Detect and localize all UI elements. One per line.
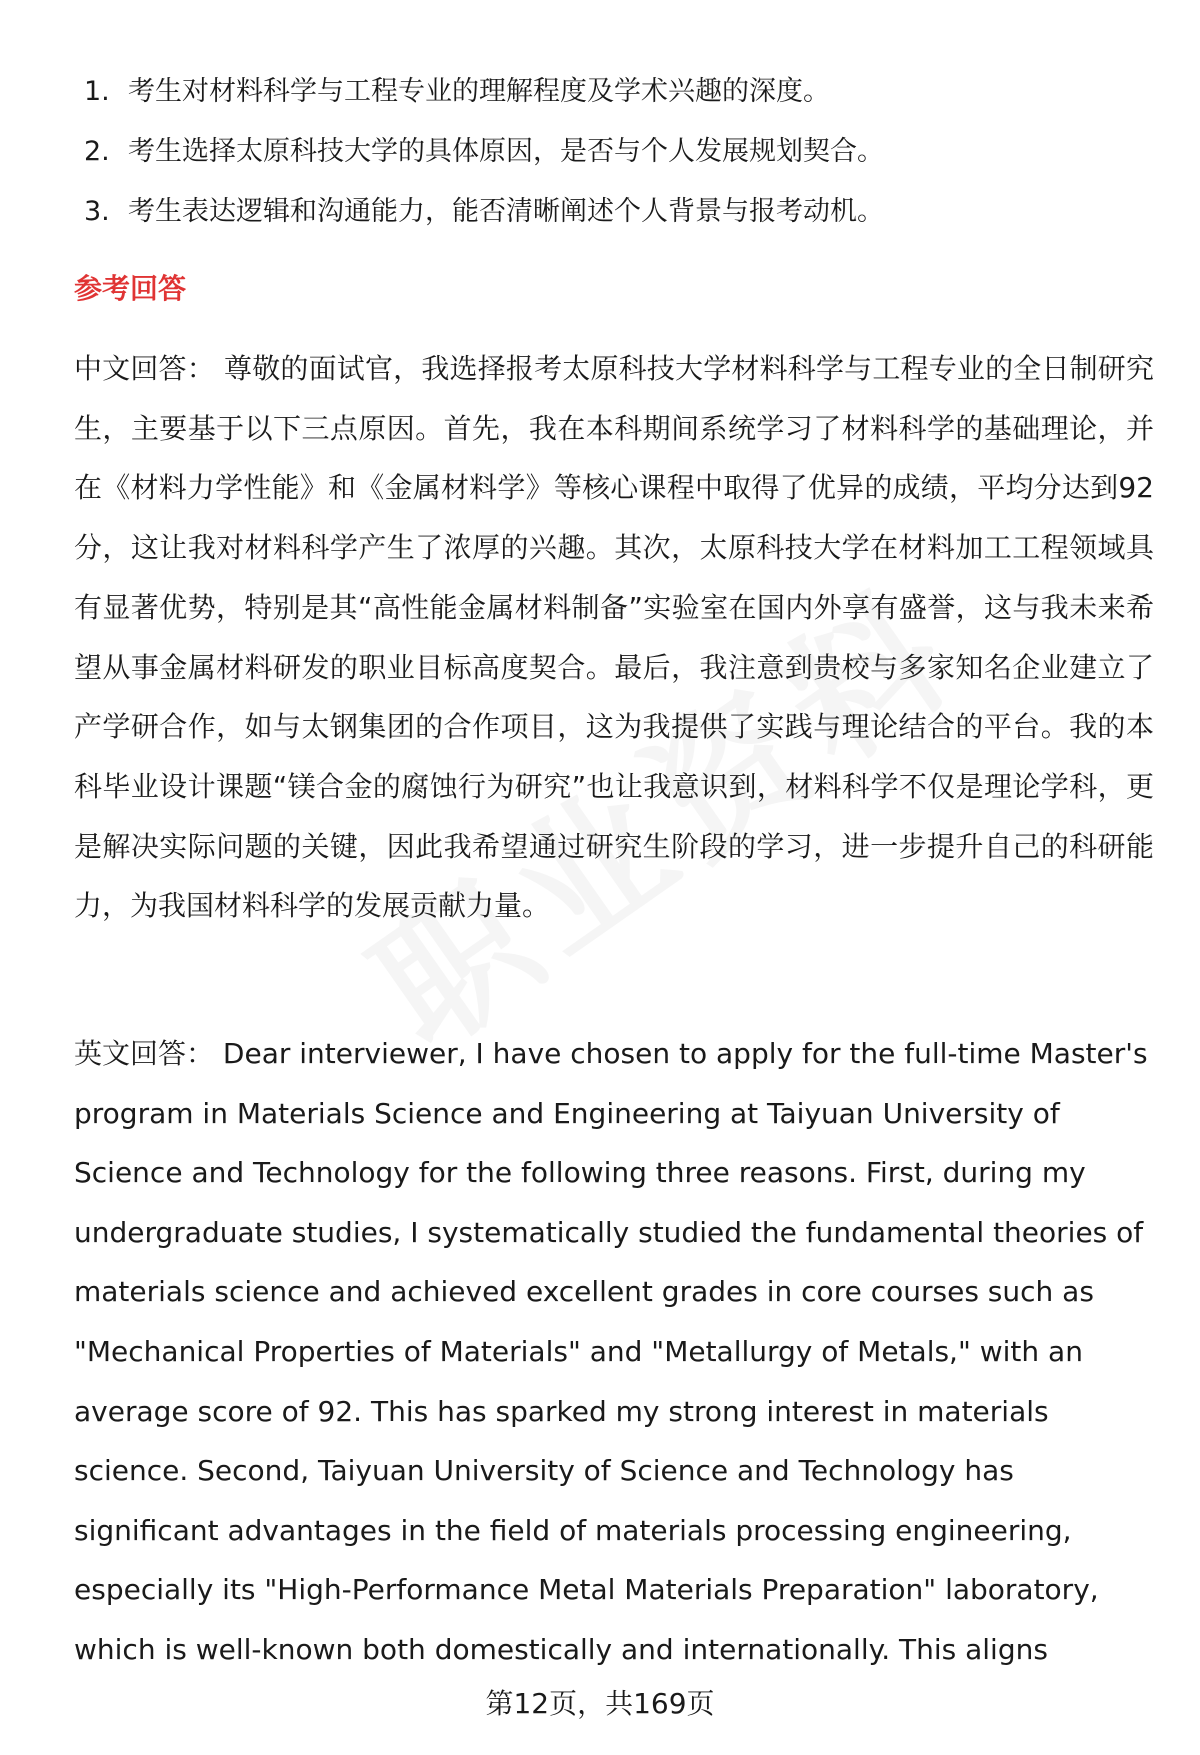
- reference-answer-heading: 参考回答: [74, 272, 187, 305]
- list-item-text: 考生对材料科学与工程专业的理解程度及学术兴趣的深度。: [128, 76, 830, 107]
- english-answer-paragraph: 英文回答： Dear interviewer, I have chosen to apply for the full-time Master's program in Materials Science and Engineering at Taiyuan University of Science and Technology for the following three reasons. First, during my undergraduate studies, I systematically studied the fundamental theories of materials science and achieved excellent grades in core courses such as "Mechanical Properties of Materials" and "Metallurgy of Metals," with an average score of 92. This has sparked my strong interest in materials science. Second, Taiyuan University of Science and Technology has significant advantages in the field of materials processing engineering, especially its "High-Performance Metal Materials Preparation" laboratory, which is well-known both domestically and internationally. This aligns: [74, 1037, 1148, 1666]
- page-number-footer: 第12页，共169页: [485, 1687, 715, 1720]
- list-item-text: 考生表达逻辑和沟通能力，能否清晰阐述个人背景与报考动机。: [128, 196, 884, 227]
- chinese-answer-paragraph: 中文回答： 尊敬的面试官，我选择报考太原科技大学材料科学与工程专业的全日制研究生，主要基于以下三点原因。首先，我在本科期间系统学习了材料科学的基础理论，并在《材料力学性能》和《金属材料学》等核心课程中取得了优异的成绩，平均分达到92分，这让我对材料科学产生了浓厚的兴趣。其次，太原科技大学在材料加工工程领域具有显著优势，特别是其“高性能金属材料制备”实验室在国内外享有盛誉，这与我未来希望从事金属材料研发的职业目标高度契合。最后，我注意到贵校与多家知名企业建立了产学研合作，如与太钢集团的合作项目，这为我提供了实践与理论结合的平台。我的本科毕业设计课题“镁合金的腐蚀行为研究”也让我意识到，材料科学不仅是理论学科，更是解决实际问题的关键，因此我希望通过研究生阶段的学习，进一步提升自己的科研能力，为我国材料科学的发展贡献力量。: [74, 352, 1154, 923]
- list-item: [84, 122, 1144, 182]
- list-item-number: 3.: [84, 196, 110, 227]
- list-item: [84, 182, 1144, 242]
- list-item-number: 1.: [84, 76, 110, 107]
- criteria-list: [84, 62, 1144, 242]
- list-item-number: 2.: [84, 136, 110, 167]
- list-item-text: 考生选择太原科技大学的具体原因，是否与个人发展规划契合。: [128, 136, 884, 167]
- list-item: [84, 62, 1144, 122]
